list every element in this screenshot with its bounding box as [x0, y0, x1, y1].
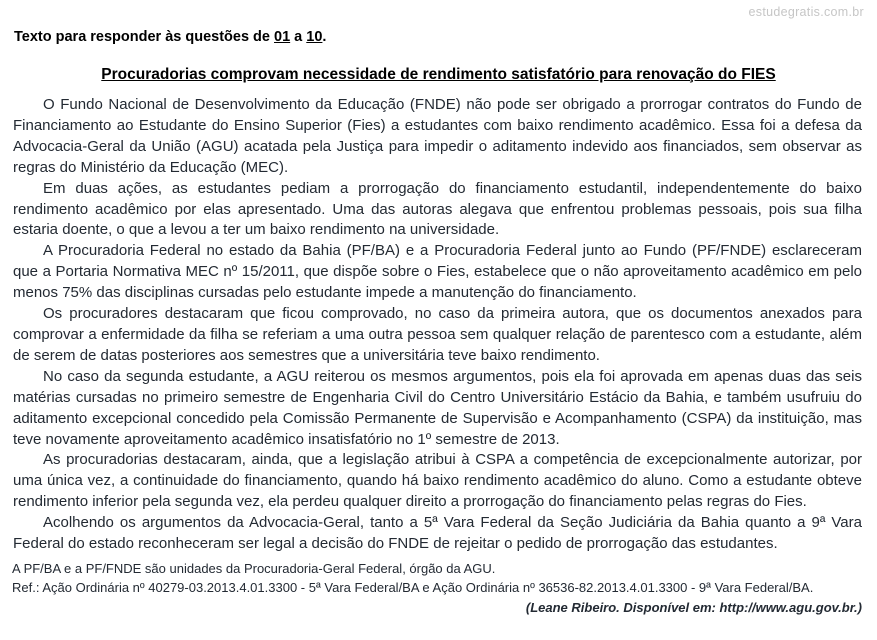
article-paragraph: O Fundo Nacional de Desenvolvimento da Educação (FNDE) não pode ser obrigado a prorrogar contratos do Fundo de Financiamento ao Estudante do Ensino Superior (Fies) a estudantes com baixo rendimento acadêmico. Essa foi a defesa da Advocacia-Geral da União (AGU) acatada pela Justiça para impedir o aditamento indevido aos financiados, sem observar as regras do Ministério da Educação (MEC). — [13, 96, 862, 176]
article-paragraph: As procuradorias destacaram, ainda, que a legislação atribui à CSPA a competência de excepcionalmente autorizar, por uma única vez, a continuidade do financiamento, quando há baixo rendimento acadêmico do aluno. Como a estudante obteve rendimento inferior pela segunda vez, ela perdeu qualquer direito a prorrogação do financiamento pelas regras do Fies. — [13, 451, 862, 511]
question-range-end: 10 — [306, 29, 323, 45]
instruction-suffix: . — [322, 29, 327, 45]
article-paragraph: Em duas ações, as estudantes pediam a prorrogação do financiamento estudantil, independentemente do baixo rendimento acadêmico por elas apresentado. Uma das autoras alegava que enfrentou problemas pessoais, pois sua filha estaria doente, o que a levou a ter um baixo rendimento na universidade. — [13, 179, 862, 239]
instruction-prefix: Texto para responder às questões de — [14, 29, 275, 45]
article-paragraph: Os procuradores destacaram que ficou comprovado, no caso da primeira autora, que os documentos anexados para comprovar a enfermidade da filha se referiam a uma outra pessoa sem qualquer relação de parentesco com a estudante, além de serem de datas posteriores aos semestres que a universitária teve baixo rendimento. — [13, 305, 862, 364]
article-title: Procuradorias comprovam necessidade de rendimento satisfatório para renovação do FIES — [101, 66, 776, 83]
article-paragraph: Acolhendo os argumentos da Advocacia-Geral, tanto a 5ª Vara Federal da Seção Judiciária da Bahia quanto a 9ª Vara Federal do estado reconheceram ser legal a decisão do FNDE de rejeitar o pedido de prorrogação das estudantes. — [13, 514, 862, 553]
instruction-connector: a — [290, 29, 307, 45]
instruction-line — [0, 0, 877, 45]
watermark-site-url: estudegratis.com.br — [748, 5, 864, 19]
article-paragraph: No caso da segunda estudante, a AGU reiterou os mesmos argumentos, pois ela foi aprovada em apenas duas das seis matérias cursadas no primeiro semestre de Engenharia Civil do Centro Universitário Estácio da Bahia, e também usufruiu do aditamento excepcional concedido pela Comissão Permanente de Supervisão e Acompanhamento (CSPA) da instituição, mas teve novamente aproveitamento acadêmico insatisfatório no 1º semestre de 2013. — [13, 367, 862, 448]
article-body — [13, 95, 862, 555]
article-paragraph: A Procuradoria Federal no estado da Bahia (PF/BA) e a Procuradoria Federal junto ao Fundo (PF/FNDE) esclareceram que a Portaria Normativa MEC nº 15/2011, que dispõe sobre o Fies, estabelece que o não aproveitamento acadêmico em pelo menos 75% das disciplinas cursadas pelo estudante impede a manutenção do financiamento. — [13, 242, 862, 302]
footnotes — [12, 560, 862, 617]
footnote-credit: (Leane Ribeiro. Disponível em: http://www.agu.gov.br.) — [525, 599, 862, 615]
footnote-units: A PF/BA e a PF/FNDE são unidades da Procuradoria-Geral Federal, órgão da AGU. — [12, 560, 496, 576]
question-range-start: 01 — [274, 29, 291, 45]
footnote-reference: Ref.: Ação Ordinária nº 40279-03.2013.4.01.3300 - 5ª Vara Federal/BA e Ação Ordinária nº 36536-82.2013.4.01.3300 - 9ª Vara Federal/BA. — [12, 579, 814, 595]
